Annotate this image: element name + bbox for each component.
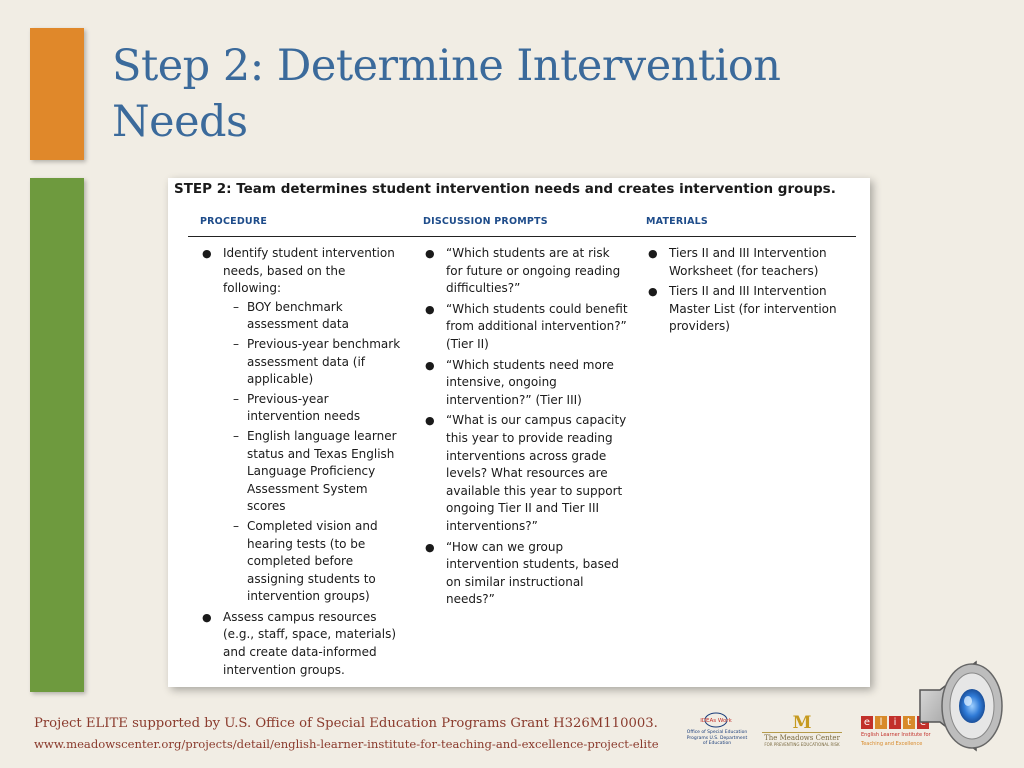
meadows-m-icon: M: [792, 713, 812, 733]
elite-letter: t: [903, 716, 915, 729]
meadows-logo-name: The Meadows Center: [762, 732, 842, 742]
procedure-item: ● Assess campus resources (e.g., staff, space, materials) and create data-informed intervention groups.: [202, 609, 396, 677]
procedure-subitem: – Previous-year benchmark assessment data (if applicable): [233, 336, 401, 387]
prompt-item: ● “Which students need more intensive, ongoing intervention?” (Tier III): [425, 357, 614, 407]
footer-grant-line: Project ELITE supported by U.S. Office of Special Education Programs Grant H326M110003.: [34, 716, 658, 731]
bullet-icon: ●: [425, 247, 435, 260]
procedure-subitem: – BOY benchmark assessment data: [233, 299, 349, 332]
elite-letter: e: [861, 716, 873, 729]
orange-accent-bar: [30, 28, 84, 160]
material-item: ● Tiers II and III Intervention Worksheet (for teachers): [648, 246, 827, 278]
bullet-icon: ●: [425, 414, 435, 428]
elite-letter: i: [889, 716, 901, 729]
footer-url: www.meadowscenter.org/projects/detail/english-learner-institute-for-teaching-and-excellence-project-elite: [34, 737, 659, 751]
svg-text:IDEAs Work: IDEAs Work: [700, 718, 732, 724]
speaker-audio-icon[interactable]: [916, 656, 1008, 756]
procedure-column: [202, 245, 403, 682]
prompt-item: ● “What is our campus capacity this year to provide reading interventions across grade levels? What resources are available this year to support ongoing Tier II and Tier III interventions?”: [425, 413, 627, 533]
material-item: ● Tiers II and III Intervention Master List (for intervention providers): [648, 284, 837, 334]
bullet-icon: ●: [648, 285, 658, 299]
elite-logo-line1: English Learner Institute for: [861, 732, 931, 738]
procedure-subitem: – English language learner status and Texas English Language Proficiency Assessment System scores: [233, 428, 397, 514]
slide-title: Step 2: Determine Intervention Needs: [112, 41, 781, 147]
elite-logo-line2: Teaching and Excellence: [861, 741, 923, 747]
procedure-subitem: – Completed vision and hearing tests (to be completed before assigning students to intervention groups): [233, 518, 378, 604]
step-table-panel: [168, 178, 870, 687]
ideas-that-work-logo: [686, 712, 748, 750]
materials-column: [648, 245, 859, 339]
elite-letter: l: [875, 716, 887, 729]
header-discussion-prompts: DISCUSSION PROMPTS: [423, 216, 548, 227]
procedure-item: ● Identify student intervention needs, based on the following: – BOY benchmark assessment data – Previous-year benchmark assessment data (if applicable) – Previous-year intervention needs – English language learner status and Texas English Language Proficiency Assessment System scores – Completed vision and hearing tests (to be completed before assigning students to intervention groups): [223, 245, 403, 606]
ideas-logo-caption: Office of Special Education Programs U.S. Department of Education: [686, 730, 748, 746]
table-heading: STEP 2: Team determines student intervention needs and creates intervention groups.: [174, 181, 836, 197]
bullet-icon: ●: [425, 358, 435, 372]
meadows-center-logo: [762, 714, 842, 748]
prompt-item: ● “Which students could benefit from additional intervention?” (Tier II): [425, 301, 628, 351]
bullet-icon: ●: [202, 247, 212, 260]
header-materials: MATERIALS: [646, 216, 708, 227]
footer-credits: [34, 713, 659, 755]
bullet-icon: ●: [648, 247, 658, 260]
header-divider: [188, 236, 856, 237]
green-accent-bar: [30, 178, 84, 692]
bullet-icon: ●: [202, 610, 212, 624]
prompts-column: [425, 245, 628, 612]
ideas-logo-icon: [700, 712, 732, 728]
bullet-icon: ●: [425, 540, 435, 554]
header-procedure: PROCEDURE: [200, 216, 268, 227]
meadows-logo-tagline: FOR PREVENTING EDUCATIONAL RISK: [764, 742, 840, 747]
prompt-item: ● “Which students are at risk for future or ongoing reading difficulties?”: [425, 246, 621, 296]
bullet-icon: ●: [425, 302, 435, 316]
procedure-subitem: – Previous-year intervention needs: [233, 391, 361, 424]
prompt-item: ● “How can we group intervention students, based on similar instructional needs?”: [425, 539, 619, 607]
